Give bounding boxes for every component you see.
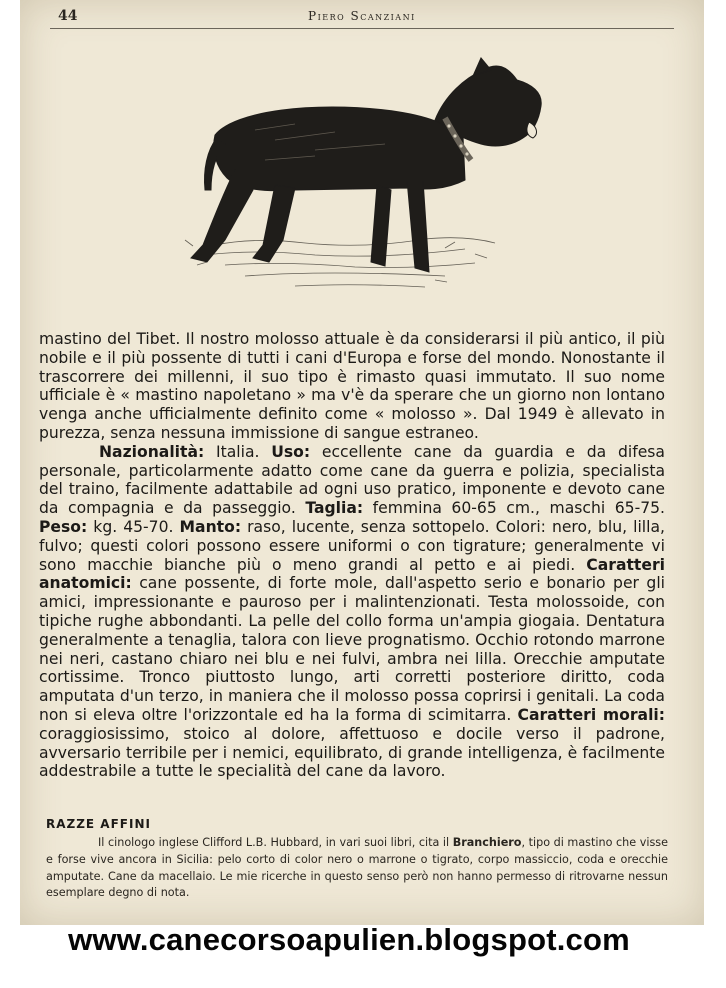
label-caratteri-morali: Caratteri morali: xyxy=(517,705,665,724)
razze-affini-text-after: , tipo di mastino che visse e forse vive ancora in Sicilia: pelo corto di color nero o marrone o tigrato, corpo massiccio, coda e orecchie amputate. Cane da macellaio. Le mie ricerche in questo senso però non hanno permesso di ritrovarne nessun esemplare degno di nota. xyxy=(46,836,668,900)
running-head xyxy=(50,6,674,29)
razze-affini-text xyxy=(46,835,668,902)
label-manto: Manto: xyxy=(179,517,242,536)
dog-illustration xyxy=(145,40,545,312)
text-caratteri-morali: coraggiosissimo, stoico al dolore, affettuoso e docile verso il padrone, avversario terribile per i nemici, equilibrato, di grande intelligenza, è facilmente addestrabile a tutte le specialità del cane da lavoro. xyxy=(39,724,665,781)
website-url: www.canecorsoapulien.blogspot.com xyxy=(68,922,630,957)
text-uso: eccellente cane da guardia e da difesa personale, particolarmente adatto come cane da guerra e polizia, specialista del traino, facilmente adattabile ad ogni uso pratico, imponente e devoto cane da compagnia e da passeggio. xyxy=(39,442,665,518)
text-peso: kg. 45-70. xyxy=(87,517,180,536)
paragraph-description xyxy=(39,443,665,781)
page-number: 44 xyxy=(58,8,78,24)
body-text xyxy=(39,330,665,781)
text-caratteri-anatomici: cane possente, di forte mole, dall'aspetto serio e bonario per gli amici, impressionante e pauroso per i malintenzionati. Testa molossoide, con tipiche rughe abbondanti. La pelle del collo forma un'ampia giogaia. Dentatura generalmente a tenaglia, talora con lieve prognatismo. Occhio rotondo marrone nei neri, castano chiaro nei blu e nei fulvi, ambra nei lilla. Orecchie amputate cortissime. Tronco piuttosto lungo, arti corretti posteriore diritto, coda amputata d'un terzo, in maniera che il molosso possa coprirsi i genitali. La coda non si eleva oltre l'orizzontale ed ha la forma di scimitarra. xyxy=(39,574,665,724)
razze-affini-text-before: Il cinologo inglese Clifford L.B. Hubbard, in vari suoi libri, cita il xyxy=(98,836,453,849)
breed-name: Branchiero xyxy=(452,836,522,849)
label-peso: Peso: xyxy=(39,517,88,536)
text-taglia: femmina 60-65 cm., maschi 65-75. xyxy=(363,499,665,518)
text-nazionalita: Italia. xyxy=(204,442,272,461)
razze-affini-heading: RAZZE AFFINI xyxy=(46,817,151,831)
label-nazionalita: Nazionalità: xyxy=(99,442,205,461)
ground-shading xyxy=(185,238,495,287)
dog-figure xyxy=(191,58,541,272)
label-caratteri-anatomici: Caratteri anatomici: xyxy=(39,555,665,593)
label-uso: Uso: xyxy=(271,442,311,461)
author-name: Piero Scanziani xyxy=(308,9,416,23)
label-taglia: Taglia: xyxy=(305,499,364,518)
text-manto: raso, lucente, senza sottopelo. Colori: nero, blu, lilla, fulvo; questi colori possono essere uniformi o con tigrature; generalmente vi sono macchie bianche più o meno grandi al petto e ai piedi. xyxy=(39,517,665,574)
paragraph-intro: mastino del Tibet. Il nostro molosso attuale è da considerarsi il più antico, il più nobile e il più possente di tutti i cani d'Europa e forse del mondo. Nonostante il trascorrere dei millenni, il suo tipo è rimasto quasi immutato. Il suo nome ufficiale è « mastino napoletano » ma v'è da sperare che un giorno non lontano venga anche ufficialmente definito come « molosso ». Dal 1949 è allevato in purezza, senza nessuna immissione di sangue estraneo. xyxy=(39,330,665,442)
